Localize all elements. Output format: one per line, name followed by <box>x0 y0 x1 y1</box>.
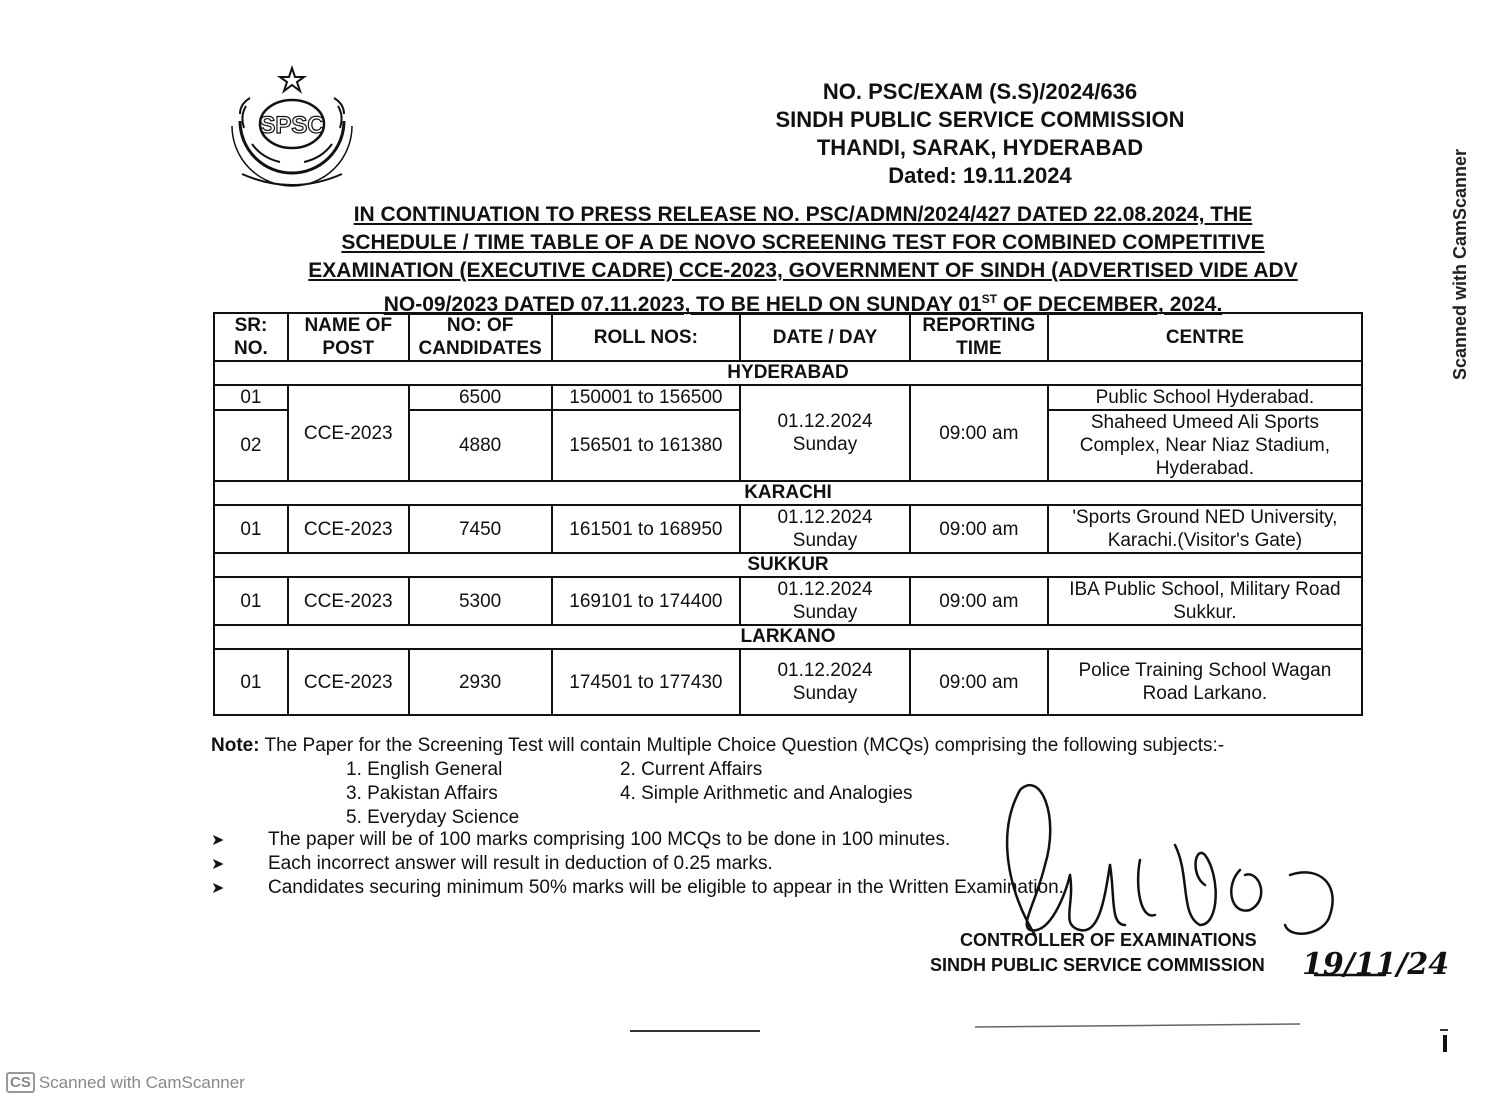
table-row: 01 CCE-2023 6500 150001 to 156500 01.12.2024 Sunday 09:00 am Public School Hyderabad. <box>214 385 1362 410</box>
signatory-organization: SINDH PUBLIC SERVICE COMMISSION <box>930 955 1265 975</box>
table-row: 02 4880 156501 to 161380 Shaheed Umeed Ali Sports Complex, Near Niaz Stadium, Hyderabad. <box>214 410 1362 481</box>
note-paragraph <box>211 734 1224 758</box>
date-cell: 01.12.2024 Sunday <box>740 385 910 481</box>
release-line-4: NO-09/2023 DATED 07.11.2023, TO BE HELD ON SUNDAY 01ST OF DECEMBER, 2024. <box>383 292 1223 316</box>
signature-date <box>1300 940 1450 996</box>
press-release-heading <box>228 201 1378 319</box>
conditions-list <box>211 828 1064 900</box>
region-row-sukkur: SUKKUR <box>214 553 1362 577</box>
spsc-logo <box>222 66 362 196</box>
release-line-3: EXAMINATION (EXECUTIVE CADRE) CCE-2023, GOVERNMENT OF SINDH (ADVERTISED VIDE ADV <box>308 259 1298 282</box>
camscanner-footer-watermark: CS Scanned with CamScanner <box>6 1072 245 1093</box>
col-centre: CENTRE <box>1048 313 1362 361</box>
table-header-row <box>214 313 1362 361</box>
col-date-day: DATE / DAY <box>740 313 910 361</box>
schedule-table <box>213 312 1363 716</box>
centre-cell: IBA Public School, Military Road Sukkur. <box>1048 577 1362 625</box>
region-row-hyderabad: HYDERABAD <box>214 361 1362 385</box>
centre-cell: Shaheed Umeed Ali Sports Complex, Near Niaz Stadium, Hyderabad. <box>1048 410 1362 481</box>
release-line-1: IN CONTINUATION TO PRESS RELEASE NO. PSC/ADMN/2024/427 DATED 22.08.2024, THE <box>353 203 1253 226</box>
arrow-bullet-icon: ➤ <box>211 832 225 849</box>
centre-cell: 'Sports Ground NED University, Karachi.(Visitor's Gate) <box>1048 505 1362 553</box>
reference-number: NO. PSC/EXAM (S.S)/2024/636 <box>822 79 1138 104</box>
arrow-bullet-icon: ➤ <box>211 880 225 897</box>
list-item: ➤ The paper will be of 100 marks comprising 100 MCQs to be done in 100 minutes. <box>211 828 1064 852</box>
col-roll-nos: ROLL NOS: <box>552 313 741 361</box>
signatory-block <box>930 928 1265 978</box>
organization-name: SINDH PUBLIC SERVICE COMMISSION <box>775 107 1185 132</box>
list-item: ➤ Each incorrect answer will result in deduction of 0.25 marks. <box>211 852 1064 876</box>
signatory-title: CONTROLLER OF EXAMINATIONS <box>960 930 1257 950</box>
list-item: 2. Current Affairs <box>620 759 763 780</box>
organization-address: THANDI, SARAK, HYDERABAD <box>816 135 1144 160</box>
table-row: 01 CCE-2023 5300 169101 to 174400 01.12.2024 Sunday 09:00 am IBA Public School, Military Road Sukkur. <box>214 577 1362 625</box>
col-name-of-post: NAME OF POST <box>288 313 409 361</box>
time-cell: 09:00 am <box>910 385 1048 481</box>
document-header <box>700 78 1260 190</box>
svg-text:SPSC: SPSC <box>259 112 325 139</box>
region-row-karachi: KARACHI <box>214 481 1362 505</box>
list-item: ➤ Candidates securing minimum 50% marks will be eligible to appear in the Written Examination. <box>211 876 1064 900</box>
note-label: Note: <box>211 735 260 756</box>
release-line-2: SCHEDULE / TIME TABLE OF A DE NOVO SCREENING TEST FOR COMBINED COMPETITIVE <box>341 231 1265 254</box>
camscanner-logo-icon: CS <box>6 1072 35 1093</box>
col-reporting-time: REPORTING TIME <box>910 313 1048 361</box>
table-row: 01 CCE-2023 2930 174501 to 177430 01.12.2024 Sunday 09:00 am Police Training School Wagan Road Larkano. <box>214 649 1362 715</box>
arrow-bullet-icon: ➤ <box>211 856 225 873</box>
svg-text:19/11/24: 19/11/24 <box>1302 947 1450 982</box>
note-text: The Paper for the Screening Test will contain Multiple Choice Question (MCQs) comprising the following subjects:- <box>259 735 1225 756</box>
post-cell: CCE-2023 <box>288 385 409 481</box>
region-row-larkano: LARKANO <box>214 625 1362 649</box>
document-date: Dated: 19.11.2024 <box>888 163 1072 188</box>
col-sr-no: SR: NO. <box>214 313 288 361</box>
centre-cell: Police Training School Wagan Road Larkano. <box>1048 649 1362 715</box>
scan-lines <box>0 1010 1500 1070</box>
list-item: 3. Pakistan Affairs <box>346 783 498 804</box>
table-row: 01 CCE-2023 7450 161501 to 168950 01.12.2024 Sunday 09:00 am 'Sports Ground NED University, Karachi.(Visitor's Gate) <box>214 505 1362 553</box>
list-item: 4. Simple Arithmetic and Analogies <box>620 783 913 804</box>
list-item: 5. Everyday Science <box>346 807 520 828</box>
camscanner-side-watermark: Scanned with CamScanner <box>1450 148 1470 380</box>
centre-cell: Public School Hyderabad. <box>1048 385 1362 410</box>
list-item: 1. English General <box>346 759 503 780</box>
col-no-of-candidates: NO: OF CANDIDATES <box>409 313 552 361</box>
